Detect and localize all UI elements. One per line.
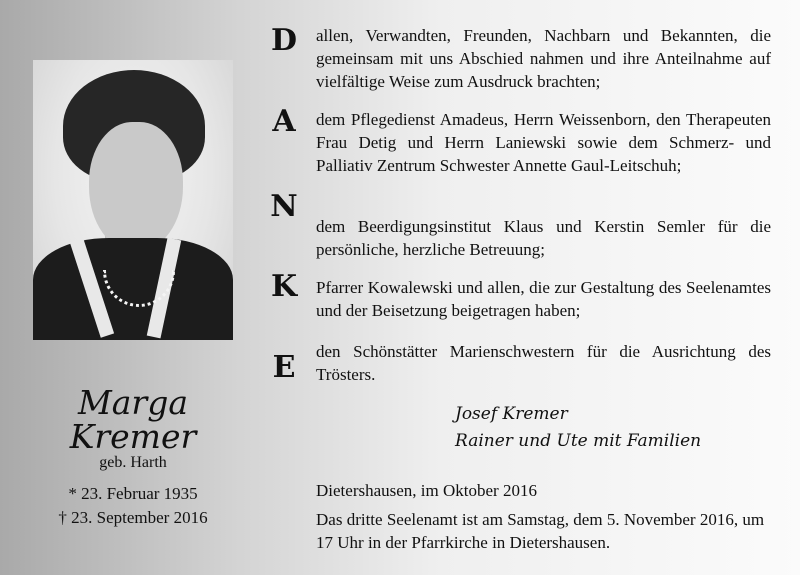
death-date: † 23. September 2016: [58, 508, 208, 527]
danke-letter-e: E: [272, 350, 296, 385]
signature-line-2: Rainer und Ute mit Familien: [455, 431, 702, 451]
danke-letter-a: A: [272, 104, 296, 139]
thanks-paragraph-5: den Schönstätter Marienschwestern für die Ausrichtung des Trösters.: [316, 342, 771, 384]
portrait-photo: [33, 60, 233, 340]
danke-letter-k: K: [270, 269, 298, 304]
danke-letter-n: N: [270, 189, 298, 224]
deceased-last-name: Kremer: [69, 417, 197, 456]
signature-line-1: Josef Kremer: [455, 404, 568, 424]
birth-date: * 23. Februar 1935: [68, 484, 198, 503]
thanks-paragraph-3: dem Beerdigungsinstitut Klaus und Kerstin Semler für die persönliche, herzliche Betreuung;: [316, 217, 771, 259]
deceased-birth-name: geb. Harth: [99, 454, 167, 471]
thanks-paragraph-2: dem Pflegedienst Amadeus, Herrn Weissenborn, den Therapeuten Frau Detig und Herrn Laniewski sowie dem Schmerz- und Palliativ Zentrum Schwester Annette Gaul-Leitschuh;: [316, 110, 771, 175]
thanks-paragraph-1: allen, Verwandten, Freunden, Nachbarn und Bekannten, die gemeinsam mit uns Abschied nahmen und ihre Anteilnahme auf vielfältige Weise zum Ausdruck brachten;: [316, 26, 771, 91]
thanks-paragraph-4: Pfarrer Kowalewski und allen, die zur Gestaltung des Seelenamtes und der Beisetzung beigetragen haben;: [316, 278, 771, 320]
portrait-face: [89, 122, 183, 252]
danke-letter-d: D: [270, 23, 297, 58]
deceased-first-name: Marga: [77, 383, 189, 422]
place-and-date: Dietershausen, im Oktober 2016: [316, 481, 537, 500]
memorial-mass-notice: Das dritte Seelenamt ist am Samstag, dem 5. November 2016, um 17 Uhr in der Pfarrkirche in Dietershausen.: [316, 510, 765, 552]
